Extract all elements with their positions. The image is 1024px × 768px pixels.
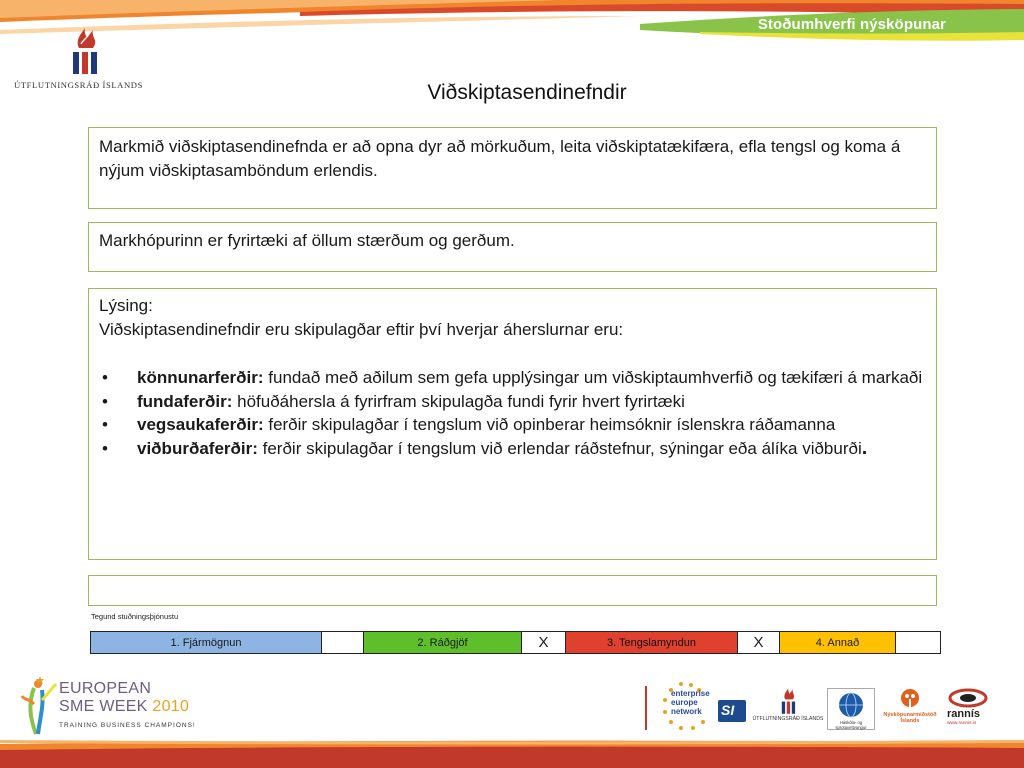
description-box	[88, 288, 937, 560]
export-council-logo-text: ÚTFLUTNINGSRÁÐ ÍSLANDS	[14, 80, 143, 90]
sme-line2	[59, 699, 189, 715]
target-group-text: Markhópurinn er fyrirtæki af öllum stærðum og gerðum.	[99, 231, 515, 250]
bullet-icon: •	[102, 438, 108, 458]
trip-type-list	[99, 366, 926, 460]
list-item-term: viðburðaferðir:	[137, 438, 258, 458]
list-item	[99, 366, 926, 390]
sme-line1: EUROPEAN	[59, 680, 152, 697]
sme-figure-icon	[20, 674, 60, 736]
target-group-box	[88, 222, 937, 272]
service-cell-networking: 3. Tengslamyndun	[566, 632, 738, 654]
list-item-term: könnunarferðir:	[137, 368, 264, 387]
export-council-small-logo	[750, 686, 826, 726]
een-line: network	[671, 707, 702, 716]
service-mark-other	[896, 632, 941, 654]
rannis-text: rannís	[947, 708, 981, 720]
service-mark-networking: X	[738, 632, 780, 654]
table-row	[91, 632, 941, 654]
innovation-center-logo	[878, 688, 942, 730]
flame-emblem-icon	[71, 24, 101, 78]
list-item-text: höfuðáhersla á fyrirfram skipulagða fundi fyrir hvert fyrirtæki	[232, 391, 685, 411]
service-type-caption: Tegund stuðningsþjónustu	[91, 612, 179, 621]
nmi-line: Nýsköpunarmiðstöð	[883, 712, 937, 718]
tree-icon	[899, 688, 921, 710]
partner-divider	[645, 686, 647, 730]
description-heading: Lýsing:	[99, 296, 153, 315]
service-mark-financing	[322, 632, 364, 654]
list-item	[99, 413, 926, 437]
list-item	[99, 390, 926, 414]
service-cell-other: 4. Annað	[780, 632, 896, 654]
header-tagline: Stoðumhverfi nýsköpunar	[757, 16, 946, 33]
flame-emblem-small-icon	[780, 686, 798, 716]
bullet-icon: •	[102, 391, 108, 411]
bullet-icon: •	[102, 368, 108, 387]
page-title: Viðskiptasendinefndir	[427, 81, 627, 104]
globe-icon	[838, 692, 864, 718]
european-sme-week-logo	[20, 674, 196, 740]
sme-tagline: TRAINING BUSINESS CHAMPIONS!	[59, 722, 196, 729]
si-logo-text: SI	[721, 702, 735, 718]
hsv-line: Háskóla- og	[839, 720, 863, 725]
list-item-text: ferðir skipulagðar í tengslum við opinberar heimsóknir íslenskra ráðamanna	[263, 415, 836, 434]
description-intro: Viðskiptasendinefndir eru skipulagðar eftir því hverjar áherslurnar eru:	[99, 320, 624, 339]
service-cell-consulting: 2. Ráðgjöf	[364, 632, 522, 654]
nmi-line: Íslands	[900, 718, 920, 724]
service-mark-consulting: X	[522, 632, 566, 654]
export-council-small-text: ÚTFLUTNINGSRÁÐ ÍSLANDS	[752, 716, 824, 722]
list-item-text: fundað með aðilum sem gefa upplýsingar um viðskiptaumhverfið og tækifæri á markaði	[263, 368, 923, 387]
list-item	[99, 437, 926, 461]
list-item-text: ferðir skipulagðar í tengslum við erlendar ráðstefnur, sýningar eða álíka viðburði	[257, 438, 862, 458]
rannis-swirl-icon	[946, 688, 990, 708]
bullet-icon: •	[102, 415, 108, 434]
rannis-logo	[944, 688, 994, 732]
goal-text: Markmið viðskiptasendinefnda er að opna dyr að mörkuðum, leita viðskiptatækifæra, efla tengsl og koma á nýjum viðskiptasamböndum erlendis.	[99, 137, 901, 180]
hsv-line: sprotavettvangur	[835, 725, 867, 730]
service-type-table	[90, 631, 941, 654]
sme-year: 2010	[152, 698, 190, 715]
empty-box	[88, 575, 937, 606]
list-item-end: .	[861, 436, 868, 459]
een-line: europe	[671, 698, 698, 707]
rannis-url: www.rannis.is	[947, 721, 977, 726]
sme-line2-text: SME WEEK	[59, 698, 148, 715]
si-logo	[718, 700, 746, 722]
enterprise-europe-network-logo	[657, 680, 717, 732]
een-line: enterprise	[671, 689, 710, 698]
service-cell-financing: 1. Fjármögnun	[91, 632, 322, 654]
university-incubator-text	[828, 720, 874, 730]
list-item-term: vegsaukaferðir:	[137, 415, 264, 434]
university-incubator-logo	[827, 688, 875, 730]
footer-swoosh-bar	[0, 740, 1024, 768]
innovation-center-text	[878, 712, 942, 724]
list-item-term: fundaferðir:	[137, 391, 233, 411]
goal-box	[88, 127, 937, 209]
een-text	[671, 689, 710, 716]
